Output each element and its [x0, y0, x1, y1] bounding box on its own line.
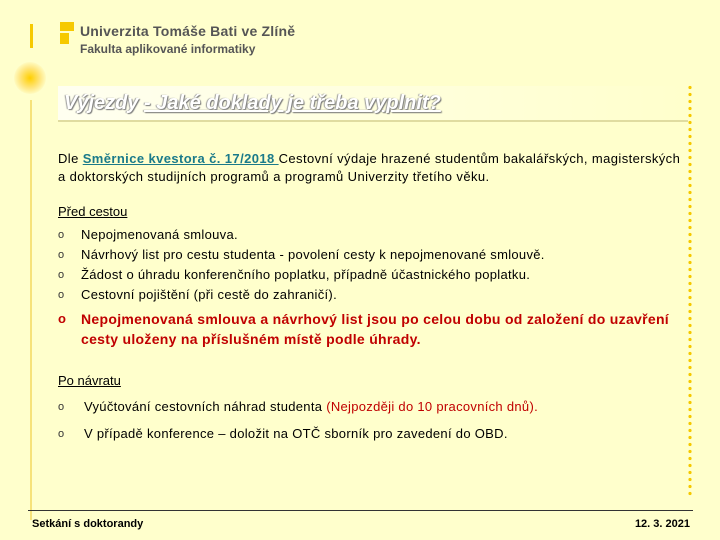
- bullet-icon: o: [58, 269, 65, 281]
- intro-paragraph: [58, 150, 683, 186]
- accent-dot: [14, 62, 46, 94]
- university-logo-icon: [60, 22, 74, 44]
- right-dotted-border: [688, 84, 692, 498]
- list-item: [58, 424, 683, 444]
- page-title: [64, 92, 441, 115]
- bullet-icon: o: [58, 229, 65, 241]
- title-part-2: - Jaké doklady je třeba vyplnit?: [144, 92, 441, 114]
- bullet-icon: o: [58, 401, 65, 413]
- list-item: [58, 265, 683, 285]
- left-accent-line: [30, 24, 33, 48]
- list-item-text: Nepojmenovaná smlouva.: [81, 227, 238, 242]
- list-item-text: Žádost o úhradu konferenčního poplatku, případně účastnického poplatku.: [81, 267, 531, 282]
- list-item: [58, 285, 683, 305]
- title-part-1: Výjezdy: [64, 92, 145, 114]
- footer-divider: [28, 510, 693, 511]
- directive-link[interactable]: Směrnice kvestora č. 17/2018: [82, 151, 279, 166]
- bullet-icon: o: [58, 311, 67, 326]
- before-trip-list: [58, 225, 683, 349]
- list-item-text: V případě konference – doložit na OTČ sborník pro zavedení do OBD.: [84, 426, 508, 441]
- list-item: [58, 397, 683, 417]
- intro-prefix: Dle: [58, 151, 83, 166]
- bullet-icon: o: [58, 289, 65, 301]
- highlight-list-item: [58, 309, 683, 349]
- before-trip-label: Před cestou: [58, 204, 128, 219]
- after-trip-label: Po návratu: [58, 373, 121, 388]
- list-item: [58, 245, 683, 265]
- list-item-text: Cestovní pojištění (při cestě do zahraničí).: [81, 287, 337, 302]
- highlight-text: Nepojmenovaná smlouva a návrhový list jsou po celou dobu od založení do uzavření cesty uloženy na příslušném místě podle úhrady.: [81, 311, 669, 347]
- list-item-text: Návrhový list pro cestu studenta - povolení cesty k nepojmenované smlouvě.: [81, 247, 545, 262]
- list-item: [58, 225, 683, 245]
- footer-date: 12. 3. 2021: [634, 518, 690, 530]
- bullet-icon: o: [58, 428, 65, 440]
- intro-text: Cestovní výdaje hrazené studentům bakalářských, magisterských a doktorských studijních programů a programů Univerzity třetího věku.: [58, 151, 681, 184]
- university-name: Univerzita Tomáše Bati ve Zlíně: [80, 23, 296, 39]
- faculty-name: Fakulta aplikované informatiky: [80, 42, 256, 56]
- list-item-text: Vyúčtování cestovních náhrad studenta: [84, 399, 327, 414]
- after-trip-list: [58, 397, 683, 451]
- deadline-highlight: (Nejpozději do 10 pracovních dnů).: [326, 399, 539, 414]
- left-thin-line: [30, 100, 32, 520]
- footer-event: Setkání s doktorandy: [32, 518, 144, 530]
- bullet-icon: o: [58, 249, 65, 261]
